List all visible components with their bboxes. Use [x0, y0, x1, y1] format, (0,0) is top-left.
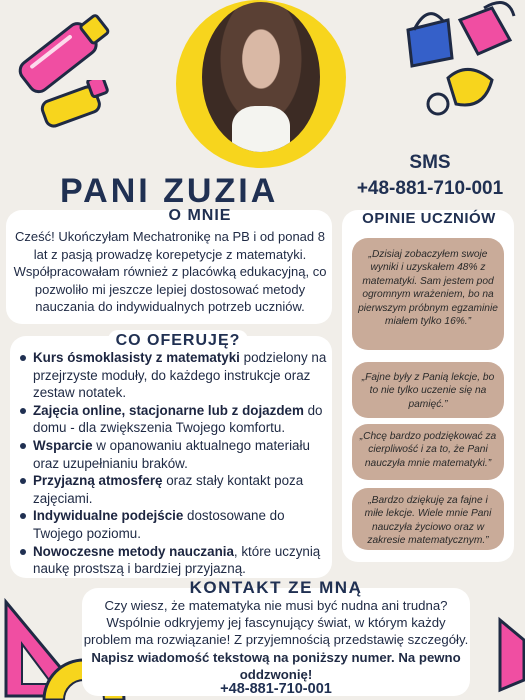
bullet-icon	[20, 355, 26, 361]
offer-item-bold: Wsparcie	[33, 437, 93, 453]
offer-item-bold: Przyjazną atmosferę	[33, 473, 163, 489]
binder-clip-icon	[388, 0, 525, 130]
offer-item-bold: Kurs ósmoklasisty z matematyki	[33, 350, 240, 365]
pushpin-icon	[480, 610, 525, 700]
list-item	[20, 472, 332, 507]
list-item	[20, 507, 332, 542]
offer-title: CO OFERUJĘ?	[108, 330, 248, 352]
testimonial-quote: „Fajne były z Panią lekcje, bo to nie tylko uczenie się na pamięć.”	[352, 362, 504, 418]
page-title: PANI ZUZIA	[60, 172, 279, 210]
bullet-icon	[20, 549, 26, 555]
offer-item-bold: Indywidualne podejście	[33, 508, 184, 524]
contact-title: KONTAKT ZE MNĄ	[189, 578, 363, 597]
avatar	[202, 2, 320, 152]
profile-photo	[176, 0, 346, 168]
list-item	[20, 402, 332, 437]
offer-item-bold: Nowoczesne metody nauczania	[33, 543, 234, 559]
list-item	[20, 543, 332, 578]
bullet-icon	[20, 443, 26, 449]
avatar-shirt	[232, 106, 290, 152]
bullet-icon	[20, 513, 26, 519]
about-text: Cześć! Ukończyłam Mechatronikę na PB i od ponad 8 lat z pasją prowadzę korepetycje z matematyki. Współpracowałam również z placówką edukacyjną, co pozwoliło mi jeszcze lepiej dostosować metody nauczania do indywidualnych potrzeb uczniów.	[13, 229, 327, 314]
contact-body: Czy wiesz, że matematyka nie musi być nudna ani trudna? Wspólnie odkryjemy jej fascynujący świat, w którym każdy problem ma rozwiązanie! Z przyjemnością przedstawię szczegóły.	[83, 598, 469, 648]
contact-phone-number[interactable]: +48-881-710-001	[220, 681, 332, 697]
offer-item-text: w opanowaniu aktualnego materiału oraz uzupełnianiu braków.	[33, 437, 310, 471]
highlighter-icon	[40, 80, 120, 140]
contact-cta: Napisz wiadomość tekstową na poniższy numer. Na pewno oddzwonię!	[91, 649, 461, 682]
testimonial-quote: „Chcę bardzo podziękować za cierpliwość i za to, że Pani nauczyła mnie matematyki.”	[352, 424, 504, 480]
offer-item-text: podzielony na przejrzyste moduły, do każdego instrukcje oraz zestaw notatek.	[33, 350, 327, 401]
bullet-icon	[20, 478, 26, 484]
about-title: O MNIE	[168, 207, 232, 224]
list-item	[20, 437, 332, 472]
sms-label: SMS	[409, 152, 451, 173]
offer-item-bold: Zajęcia online, stacjonarne lub z dojazdem	[33, 402, 304, 418]
bullet-icon	[20, 408, 26, 414]
testimonial-quote: „Bardzo dziękuję za fajne i miłe lekcje. Wiele mnie Pani nauczyła życiowo oraz w zakresie matematycznym.”	[352, 488, 504, 550]
offer-list	[20, 349, 332, 578]
list-item	[20, 349, 332, 402]
testimonial-quote: „Dzisiaj zobaczyłem swoje wyniki i uzyskałem 48% z matematyki. Sam jestem pod ogromnym wrażeniem, bo na pierwszym próbnym egzaminie miałem tylko 16%.”	[352, 238, 504, 350]
opinions-title: OPINIE UCZNIÓW	[362, 210, 496, 227]
offer-item-text: do domu - dla zwiększenia Twojego komfortu.	[33, 402, 323, 436]
offer-item-text: dostosowane do Twojego poziomu.	[33, 508, 285, 541]
offer-item-text: oraz stały kontakt poza zajęciami.	[33, 473, 304, 506]
offer-item-text: , które uczynią naukę prostszą i bardziej przyjazną.	[33, 543, 321, 577]
sms-number: +48-881-710-001	[356, 178, 504, 199]
contact-text	[82, 597, 470, 683]
